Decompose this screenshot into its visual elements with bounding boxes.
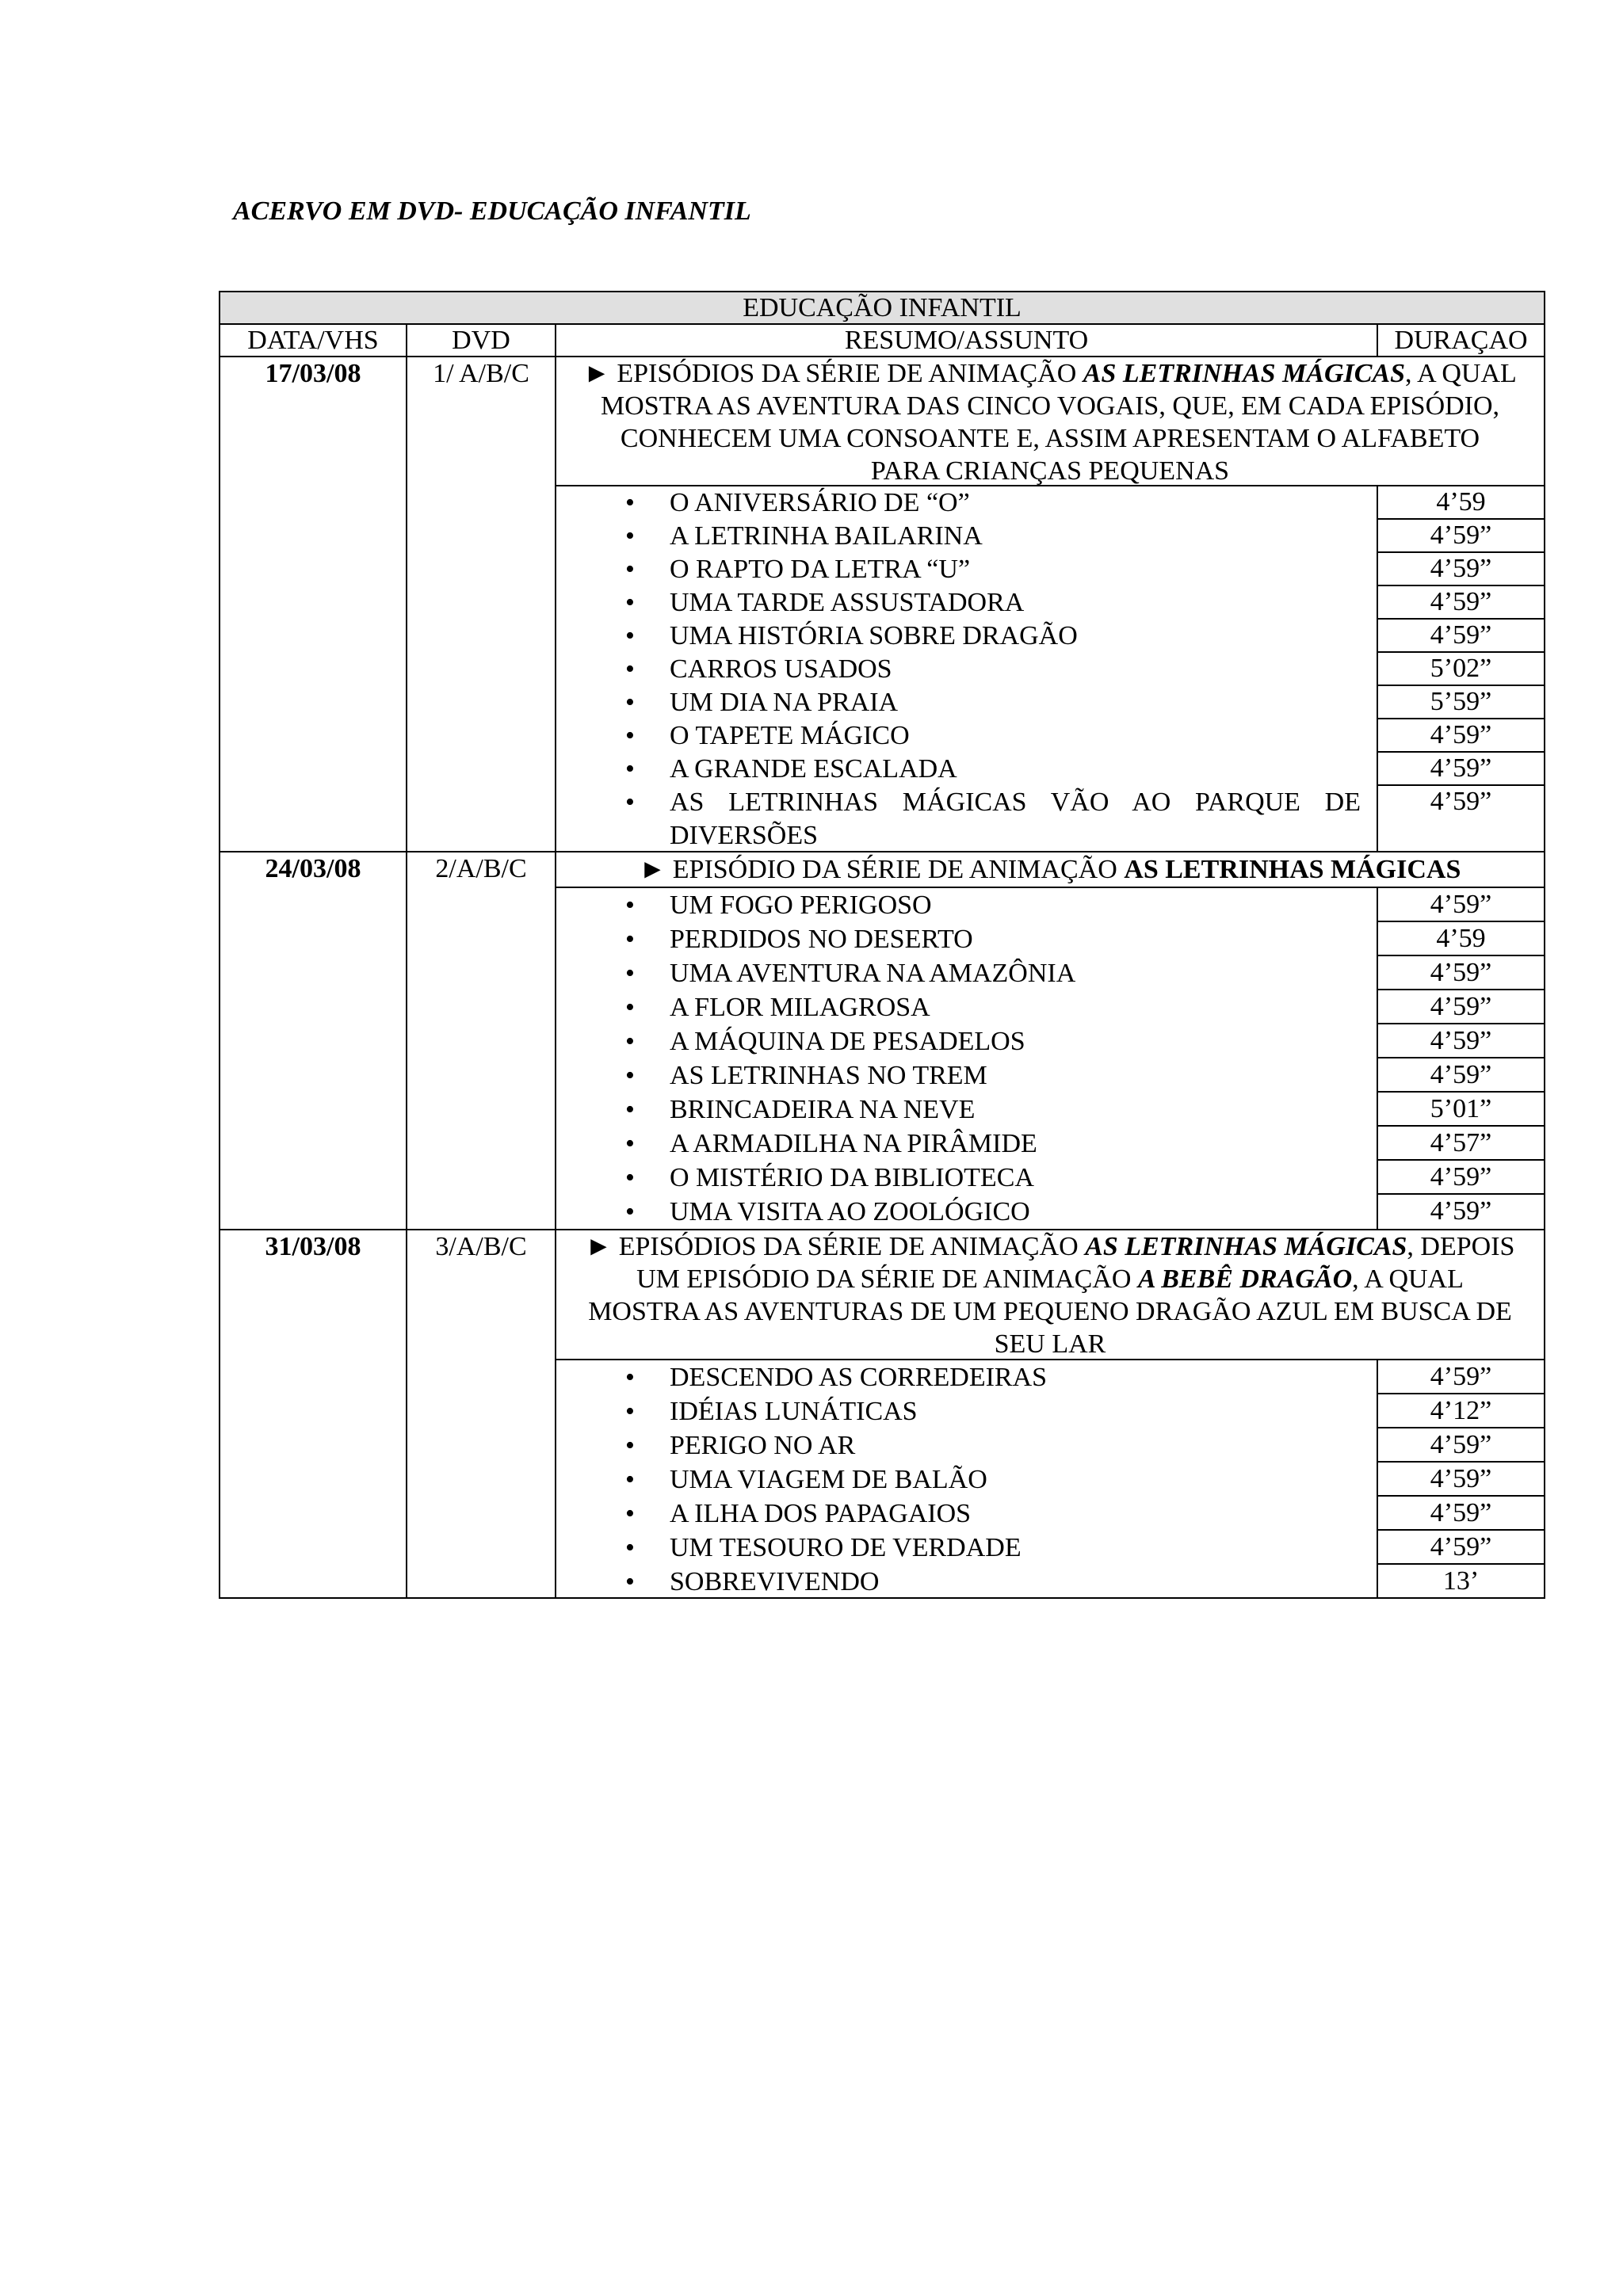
episode-title: • A FLOR MILAGROSA <box>556 990 1377 1024</box>
episode-duration: 4’59” <box>1378 1360 1545 1394</box>
episode-title: • A MÁQUINA DE PESADELOS <box>556 1024 1377 1058</box>
episode-title: • DESCENDO AS CORREDEIRAS <box>556 1360 1377 1394</box>
episode-duration: 4’59” <box>1378 888 1545 922</box>
episode-duration: 4’57” <box>1378 1127 1545 1161</box>
episode-title: • BRINCADEIRA NA NEVE <box>556 1093 1377 1127</box>
episode-title: • AS LETRINHAS MÁGICAS VÃO AO PARQUE DE DIVERSÕES <box>556 786 1377 852</box>
episode-duration: 4’59” <box>1378 1024 1545 1058</box>
episode-duration: 4’59” <box>1378 520 1545 553</box>
row-summary <box>556 357 1545 486</box>
series-title: AS LETRINHAS MÁGICAS <box>1124 855 1461 884</box>
column-header-dvd: DVD <box>407 325 556 357</box>
episode-title: • A GRANDE ESCALADA <box>556 753 1377 786</box>
episode-title: • UMA TARDE ASSUSTADORA <box>556 586 1377 620</box>
row-date: 24/03/08 <box>220 852 407 1230</box>
episode-duration: 5’02” <box>1378 653 1545 686</box>
episode-title: • PERIGO NO AR <box>556 1428 1377 1463</box>
row-summary <box>556 852 1545 888</box>
episode-duration: 4’59” <box>1378 586 1545 620</box>
episode-duration: 4’59” <box>1378 956 1545 990</box>
summary-text: ► EPISÓDIOS DA SÉRIE DE ANIMAÇÃO <box>585 1232 1086 1261</box>
column-header-date: DATA/VHS <box>220 325 407 357</box>
row-dvd: 1/ A/B/C <box>407 357 556 852</box>
episode-title: • O RAPTO DA LETRA “U” <box>556 553 1377 586</box>
episode-duration: 4’59” <box>1378 1531 1545 1565</box>
column-header-summary: RESUMO/ASSUNTO <box>556 325 1378 357</box>
episode-list-items <box>556 888 1377 1229</box>
episode-title: • IDÉIAS LUNÁTICAS <box>556 1394 1377 1428</box>
summary-text: ► EPISÓDIOS DA SÉRIE DE ANIMAÇÃO <box>583 359 1083 388</box>
episode-duration: 4’59” <box>1378 990 1545 1024</box>
episode-title: • UM TESOURO DE VERDADE <box>556 1531 1377 1565</box>
episode-title: • UMA HISTÓRIA SOBRE DRAGÃO <box>556 620 1377 653</box>
summary-line: SEU LAR <box>994 1329 1106 1359</box>
row-summary <box>556 1230 1545 1360</box>
series-title: AS LETRINHAS MÁGICAS <box>1083 359 1406 388</box>
summary-line <box>559 1263 1541 1295</box>
episode-duration: 4’59” <box>1378 719 1545 753</box>
episode-duration: 5’59” <box>1378 686 1545 719</box>
episode-duration: 5’01” <box>1378 1093 1545 1127</box>
episode-duration: 4’59” <box>1378 1463 1545 1497</box>
episode-duration: 4’59” <box>1378 1161 1545 1195</box>
episode-title: • SOBREVIVENDO <box>556 1565 1377 1599</box>
row-dvd: 3/A/B/C <box>407 1230 556 1599</box>
episode-title: • O TAPETE MÁGICO <box>556 719 1377 753</box>
episode-title: • UMA VISITA AO ZOOLÓGICO <box>556 1195 1377 1229</box>
episode-duration: 4’59” <box>1378 553 1545 586</box>
series-title: AS LETRINHAS MÁGICAS <box>1085 1232 1407 1261</box>
episode-list-items <box>556 1360 1377 1599</box>
row-date: 31/03/08 <box>220 1230 407 1599</box>
summary-line: MOSTRA AS AVENTURA DAS CINCO VOGAIS, QUE, EM CADA EPISÓDIO, <box>600 391 1500 421</box>
episode-title: • UMA VIAGEM DE BALÃO <box>556 1463 1377 1497</box>
episode-title: • AS LETRINHAS NO TREM <box>556 1058 1377 1093</box>
episode-title: • UM DIA NA PRAIA <box>556 686 1377 719</box>
episode-duration: 4’12” <box>1378 1394 1545 1428</box>
summary-text: , A QUAL <box>1352 1264 1464 1294</box>
episode-title: • CARROS USADOS <box>556 653 1377 686</box>
summary-line: CONHECEM UMA CONSOANTE E, ASSIM APRESENTAM O ALFABETO <box>620 424 1480 453</box>
summary-text: , DEPOIS <box>1407 1232 1515 1261</box>
document-title: ACERVO EM DVD- EDUCAÇÃO INFANTIL <box>233 196 751 226</box>
episode-title: • A ARMADILHA NA PIRÂMIDE <box>556 1127 1377 1161</box>
series-title: A BEBÊ DRAGÃO <box>1137 1264 1353 1294</box>
summary-line <box>559 357 1541 390</box>
row-dvd: 2/A/B/C <box>407 852 556 1230</box>
episode-title: • O MISTÉRIO DA BIBLIOTECA <box>556 1161 1377 1195</box>
episode-duration: 4’59” <box>1378 786 1545 852</box>
episode-duration: 4’59 <box>1378 486 1545 520</box>
summary-text: ► EPISÓDIO DA SÉRIE DE ANIMAÇÃO <box>639 855 1125 884</box>
episode-duration: 4’59” <box>1378 1497 1545 1531</box>
episode-title: • A LETRINHA BAILARINA <box>556 520 1377 553</box>
episode-title: • UMA AVENTURA NA AMAZÔNIA <box>556 956 1377 990</box>
episode-duration: 4’59” <box>1378 1058 1545 1093</box>
table-caption: EDUCAÇÃO INFANTIL <box>220 292 1545 325</box>
episode-list <box>556 888 1378 1230</box>
summary-line <box>559 852 1541 887</box>
dvd-catalog-table <box>219 291 1545 1599</box>
episode-title: • PERDIDOS NO DESERTO <box>556 922 1377 956</box>
summary-line <box>559 1230 1541 1263</box>
episode-list-items <box>556 486 1377 852</box>
episode-duration: 4’59” <box>1378 1195 1545 1230</box>
summary-text: , A QUAL <box>1405 359 1517 388</box>
episode-title: • A ILHA DOS PAPAGAIOS <box>556 1497 1377 1531</box>
episode-duration: 4’59” <box>1378 620 1545 653</box>
episode-list <box>556 486 1378 852</box>
episode-duration: 4’59” <box>1378 753 1545 786</box>
column-header-duration: DURAÇAO <box>1378 325 1545 357</box>
summary-text: UM EPISÓDIO DA SÉRIE DE ANIMAÇÃO <box>636 1264 1138 1294</box>
summary-line: PARA CRIANÇAS PEQUENAS <box>870 456 1230 486</box>
summary-line: MOSTRA AS AVENTURAS DE UM PEQUENO DRAGÃO AZUL EM BUSCA DE <box>588 1297 1512 1326</box>
episode-title: • UM FOGO PERIGOSO <box>556 888 1377 922</box>
episode-duration: 13’ <box>1378 1565 1545 1599</box>
episode-duration: 4’59” <box>1378 1428 1545 1463</box>
row-date: 17/03/08 <box>220 357 407 852</box>
episode-title: • O ANIVERSÁRIO DE “O” <box>556 486 1377 520</box>
episode-duration: 4’59 <box>1378 922 1545 956</box>
episode-list <box>556 1360 1378 1599</box>
